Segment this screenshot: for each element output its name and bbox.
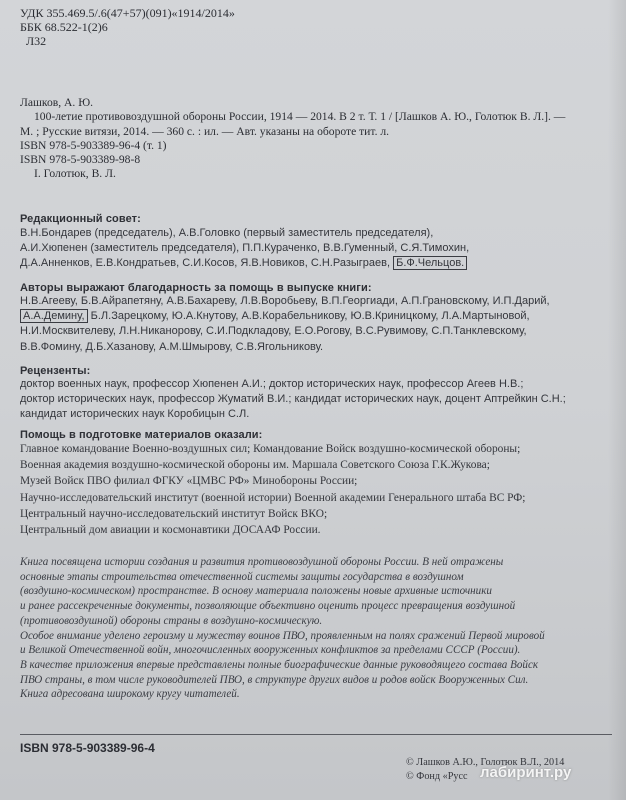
annotation-line: Книга адресована широкому кругу читателей. (20, 688, 240, 701)
editorial-board-line: А.И.Хюпенен (заместитель председателя), П.П.Кураченко, В.В.Гуменный, С.Я.Тимохин, (20, 242, 470, 255)
acknowledgements-line: Н.В.Агееву, Б.В.Айрапетяну, А.В.Бахареву, Л.В.Воробьеву, В.П.Георгиади, А.П.Грановскому, И.П.Дарий, (20, 295, 550, 307)
assistance-line: Музей Войск ПВО филиал ФГКУ «ЦМВС РФ» Минобороны России; (20, 475, 358, 488)
book-annotation (20, 555, 612, 702)
author-mark: Л32 (26, 34, 47, 48)
highlighted-name-box: Б.Ф.Чельцов. (393, 256, 467, 270)
acknowledgements-line: Н.И.Москвителеву, Л.Н.Никанорову, С.И.Подкладову, Е.О.Рогову, В.С.Рувимову, С.П.Танклевскому, (20, 325, 527, 338)
highlighted-name-box: А.А.Демину, (20, 309, 88, 323)
annotation-line: и ранее рассекреченные документы, позволяющие объективно оценить процесс превращения воздушной (20, 600, 516, 613)
udc-code: УДК 355.469.5/.6(47+57)(091)«1914/2014» (20, 6, 235, 20)
assistance-line: Научно-исследовательский институт (военной истории) Военной академии Генерального штаба ВС РФ; (20, 491, 526, 504)
biblio-isbn-volume: ISBN 978-5-903389-96-4 (т. 1) (20, 138, 167, 152)
editorial-board-line: Д.А.Анненков, Е.В.Кондратьев, С.И.Косов, Я.В.Новиков, С.Н.Разыграев, Б.Ф.Чельцов. (20, 256, 612, 271)
copyright-line: © Лашков А.Ю., Голотюк В.Л., 2014 (406, 757, 565, 768)
reviewers-line: кандидат исторических наук Коробицын С.Л. (20, 408, 250, 421)
reviewers-line: доктор исторических наук, профессор Жуматий В.И.; кандидат исторических наук, доцент Аптрейкин С.Н.; (20, 393, 566, 406)
isbn-footer: ISBN 978-5-903389-96-4 (20, 741, 155, 755)
assistance-line: Центральный научно-исследовательский институт Войск ВКО; (20, 507, 328, 520)
biblio-author: Лашков, А. Ю. (20, 96, 94, 109)
site-watermark: лабиринт.ру (480, 764, 572, 781)
biblio-coauthor: I. Голотюк, В. Л. (34, 167, 116, 181)
acknowledgements-line: А.А.Демину, Б.Л.Зарецкому, Ю.А.Кнутову, А.В.Корабельникову, Ю.В.Криницкому, Л.А.Мартыновой, (20, 309, 612, 324)
divider-line (20, 734, 612, 735)
bibliographic-record (20, 96, 612, 182)
annotation-line: В качестве приложения впервые представлены полные биографические данные руководящего состава Войск (20, 658, 539, 671)
editorial-board-heading: Редакционный совет: (20, 213, 141, 225)
acknowledgements-line: В.В.Фомину, Д.Б.Хазанову, А.М.Шмырову, С.В.Ягольникову. (20, 340, 324, 353)
annotation-line: (воздушно-космическом) пространстве. В основу материала положены новые архивные источники (20, 585, 492, 598)
assistance-line: Главное командование Военно-воздушных сил; Командование Войск воздушно-космической обороны; (20, 443, 521, 455)
biblio-title-line: 100-летие противовоздушной обороны России, 1914 — 2014. В 2 т. Т. 1 / [Лашков А. Ю., Голотюк В. Л.]. — (34, 110, 566, 124)
editorial-board-line: В.Н.Бондарев (председатель), А.В.Головко (первый заместитель председателя), (20, 227, 434, 239)
assistance-heading: Помощь в подготовке материалов оказали: (20, 429, 263, 441)
annotation-line: основные этапы строительства отечественной системы защиты государства в воздушном (20, 570, 464, 583)
reviewers-heading: Рецензенты: (20, 365, 91, 377)
assistance-line: Военная академия воздушно-космической обороны им. Маршала Советского Союза Г.К.Жукова; (20, 459, 490, 472)
reviewers-line: доктор военных наук, профессор Хюпенен А.И.; доктор исторических наук, профессор Агеев Н.В.; (20, 378, 524, 390)
reviewers-section (20, 365, 612, 423)
acknowledgements-heading: Авторы выражают благодарность за помощь в выпуске книги: (20, 282, 372, 294)
annotation-line: и Великой Отечественной войн, многочисленных вооруженных конфликтов за пределами СССР (России). (20, 644, 521, 657)
acknowledgements-section (20, 282, 612, 355)
biblio-isbn-set: ISBN 978-5-903389-98-8 (20, 153, 141, 167)
udc-bbk-block (20, 6, 612, 48)
copyright-line: © Фонд «Русс (406, 771, 468, 782)
biblio-publisher-line: М. ; Русские витязи, 2014. — 360 с. : ил. — Авт. указаны на обороте тит. л. (20, 124, 390, 138)
editorial-board-section (20, 213, 612, 272)
annotation-line: Книга посвящена истории создания и развития противовоздушной обороны России. В ней отражены (20, 556, 504, 568)
assistance-line: Центральный дом авиации и космонавтики ДОСААФ России. (20, 524, 321, 537)
bbk-code: ББК 68.522-1(2)6 (20, 20, 108, 34)
annotation-line: (противовоздушной) обороны страны в воздушно-космическую. (20, 614, 323, 627)
assistance-section (20, 429, 612, 538)
page-edge-shadow (608, 0, 626, 800)
annotation-line: Особое внимание уделено героизму и мужеству воинов ПВО, проявленным на полях сражений Первой мировой (20, 629, 545, 642)
annotation-line: ПВО страны, в том числе руководителей ПВО, в структуре других видов и родов войск Вооруженных Сил. (20, 673, 529, 686)
